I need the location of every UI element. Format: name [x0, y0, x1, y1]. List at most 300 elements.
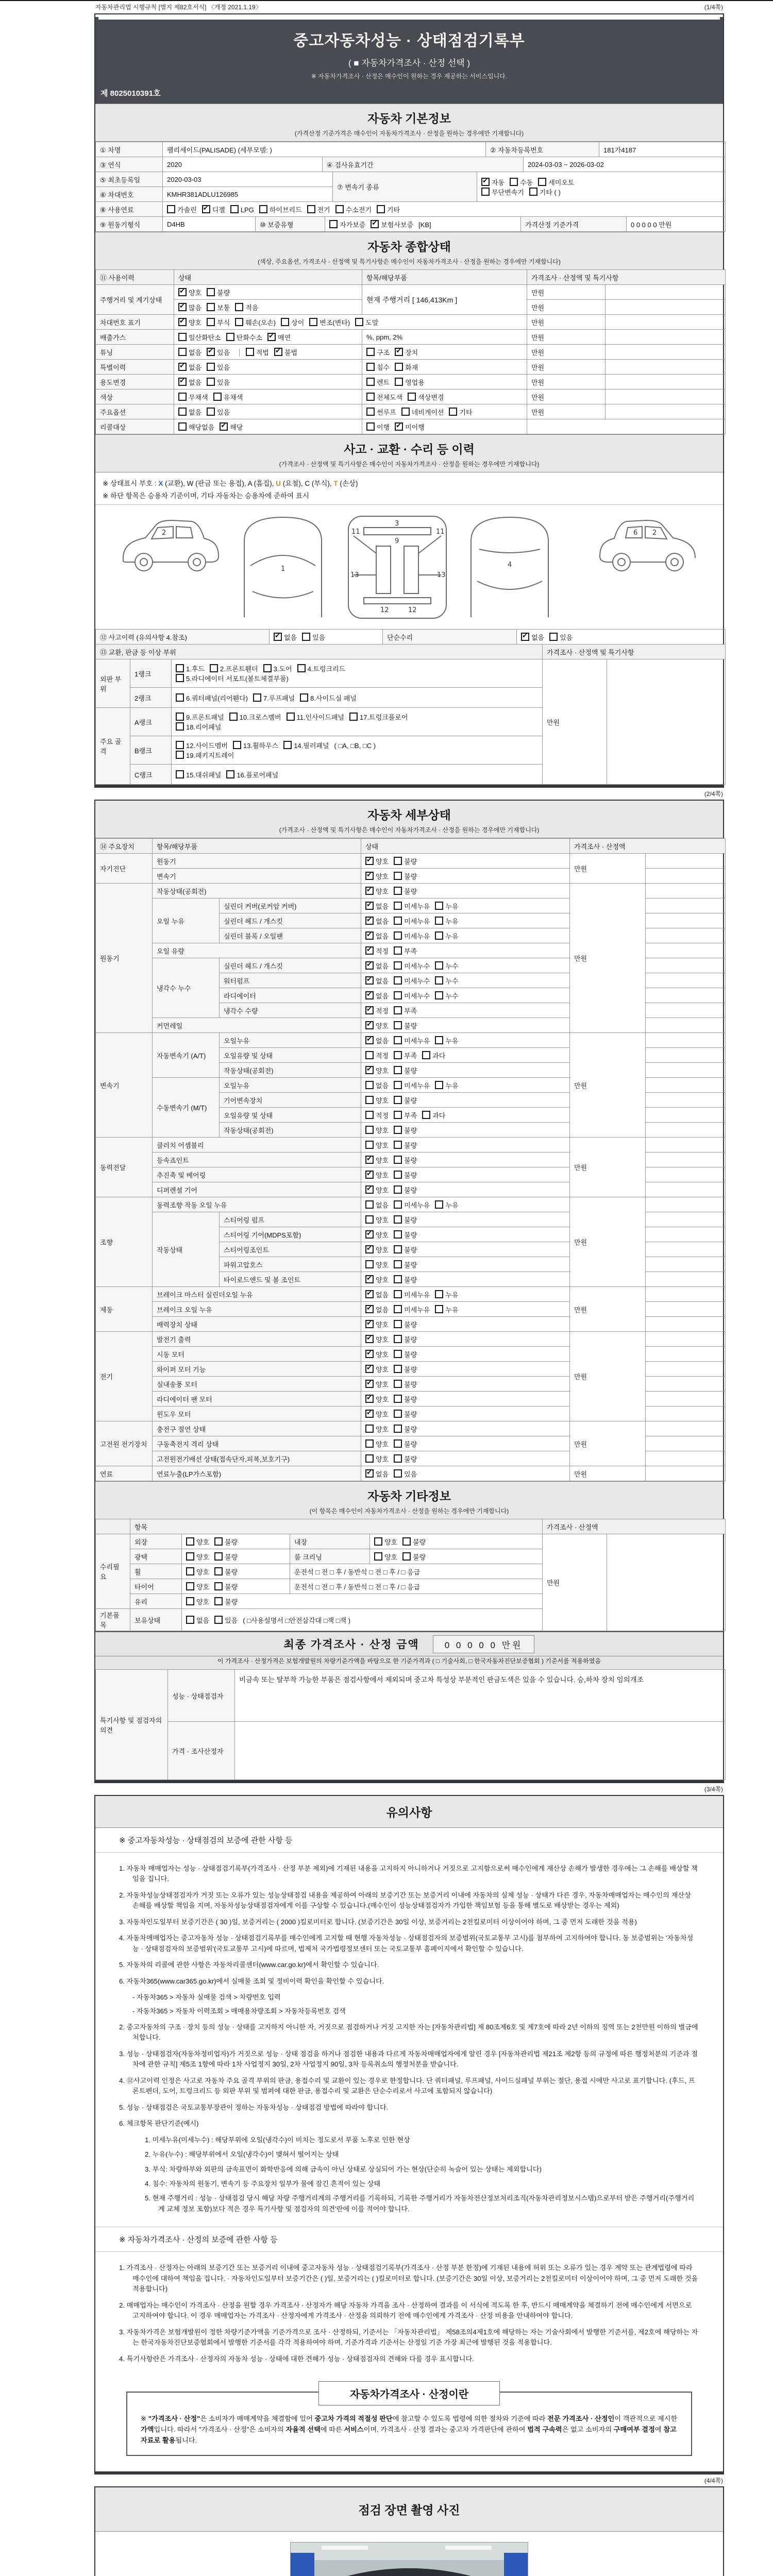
checkbox-icon: [422, 1111, 430, 1119]
interior-options: [370, 1534, 543, 1549]
checkbox-icon: [207, 378, 215, 386]
exchange-header: ⑬ 교환, 판금 등 이상 부위: [96, 645, 543, 659]
checkbox-option: [207, 364, 230, 371]
detail-banner: [95, 801, 723, 838]
wheel-options: [182, 1564, 290, 1579]
checkbox-option: [394, 1142, 417, 1149]
checkbox-option: [394, 947, 417, 955]
checkbox-label: 3.도어: [273, 665, 292, 673]
vin-mark-label: 차대번호 표기: [96, 315, 174, 330]
row-label: 작동상태(공회전): [220, 1063, 361, 1078]
checkbox-label: 상이: [291, 318, 305, 327]
checkbox-label: 기타: [386, 206, 400, 214]
checkbox-checked-icon: [365, 1290, 374, 1298]
checkbox-icon: [394, 917, 402, 925]
text-segment: 이며, 가격조사 · 산정 결과는 중고차 가격판단에 관하여: [363, 2426, 528, 2434]
checkbox-option: [349, 714, 408, 721]
checkbox-option: [214, 1583, 238, 1591]
accident-history-row: [95, 629, 726, 645]
checkbox-label: 7.루프패널: [263, 694, 295, 702]
checkbox-label: 불량: [404, 1276, 417, 1284]
checkbox-icon: [435, 991, 443, 999]
accident-history-label: ⑫ 사고이력 (유의사항 4.참조): [96, 630, 270, 645]
sub-steer-state: 작동상태: [153, 1212, 220, 1287]
checkbox-option: [365, 903, 389, 910]
note-cell: [646, 1272, 726, 1287]
checkbox-label: 불량: [404, 1395, 417, 1403]
checkbox-icon: [449, 408, 457, 416]
checkbox-option: [214, 1568, 238, 1576]
checkbox-option: [365, 1426, 389, 1433]
recall-label: 리콜대상: [96, 419, 174, 434]
row-options: [361, 1451, 570, 1466]
checkbox-option: [365, 1097, 389, 1105]
row-options: [361, 1197, 570, 1212]
checkbox-option: [287, 714, 344, 721]
checkbox-option: [394, 1067, 417, 1075]
checkbox-label: 네비게이션: [411, 408, 444, 416]
checkbox-icon: [335, 205, 344, 213]
checkbox-icon: [366, 422, 375, 431]
appraisal-definition-box: [126, 2388, 692, 2456]
checkbox-option: [435, 962, 458, 970]
note-cell: [646, 1018, 726, 1033]
regno-value: 181가4187: [599, 142, 726, 157]
checkbox-option: [394, 918, 430, 925]
text-segment: ※: [141, 2414, 148, 2422]
checkbox-icon: [394, 961, 402, 970]
row-options: [361, 1108, 570, 1123]
row-options: [361, 1287, 570, 1302]
checkbox-label: 양호: [376, 1350, 389, 1359]
checkbox-option: [213, 394, 243, 401]
checkbox-option: [366, 423, 390, 431]
car-diagram-svg: [115, 509, 703, 623]
checkbox-icon: [207, 363, 215, 371]
checkbox-option: [365, 1052, 389, 1060]
row-options: [361, 1227, 570, 1242]
checkbox-option: [394, 888, 417, 895]
checkbox-option: [214, 1617, 238, 1624]
checkbox-label: 누수: [445, 962, 459, 970]
tuning-price: 만원: [527, 345, 606, 360]
row-options: [361, 1182, 570, 1197]
text-segment: (요철),: [281, 480, 305, 487]
main-option-note: [606, 404, 726, 419]
rank1-options: [172, 659, 543, 688]
row-options: [361, 1347, 570, 1362]
row-options: [361, 899, 570, 913]
checkbox-option: [365, 933, 389, 940]
checkbox-option: [394, 992, 430, 1000]
simple-repair-label: 단순수리: [383, 630, 517, 645]
opinion-label: 특기사항 및 점검자의 의견: [96, 1670, 168, 1780]
checkbox-label: 적정: [376, 1111, 389, 1120]
basic-info-row2: [95, 157, 726, 172]
checkbox-icon: [233, 741, 241, 749]
row-options: [361, 1242, 570, 1257]
row-label: 실린더 헤드 / 개스킷: [220, 913, 361, 928]
detail-subtitle: (가격조사 · 산정액 및 특기사항은 매수인이 자동차가격조사 · 산정을 원하는 경우에만 기재합니다): [279, 826, 540, 834]
checkbox-checked-icon: [365, 1410, 374, 1418]
checkbox-option: [329, 221, 365, 229]
price-cell: 만원: [570, 1033, 646, 1138]
polish-label: 광택: [130, 1549, 182, 1564]
room-cleaning-options: [370, 1549, 543, 1564]
checkbox-option: [235, 304, 258, 312]
checkbox-option: [226, 334, 262, 342]
checkbox-icon: [374, 1537, 382, 1546]
checkbox-icon: [422, 1051, 430, 1059]
price-cell: 만원: [570, 1287, 646, 1332]
checkbox-label: 6.쿼터패널(리어휀다): [186, 694, 248, 702]
row-label: 라디에이터 팬 모터: [153, 1392, 361, 1406]
checkbox-icon: [365, 1081, 374, 1089]
sub-mt: 수동변속기 (M/T): [153, 1078, 220, 1138]
interior-label: 내장: [290, 1534, 370, 1549]
note-cell: [646, 1003, 726, 1018]
color-note: [606, 389, 726, 404]
checkbox-label: 자동: [492, 178, 505, 187]
transmission-options-line2: [481, 187, 721, 197]
checkbox-option: [365, 1336, 389, 1344]
emission-price: 만원: [527, 330, 606, 345]
emission-values: %, ppm, 2%: [362, 330, 527, 345]
text-segment: 자율적 선택: [285, 2426, 321, 2434]
checkbox-option: [365, 1201, 389, 1209]
usage-change-note: [606, 375, 726, 389]
checkbox-icon: [435, 961, 443, 970]
checkbox-icon: [365, 1260, 374, 1268]
checkbox-option: [307, 206, 330, 214]
note-cell: [646, 1108, 726, 1123]
checkbox-label: 기타 ( ): [539, 188, 561, 196]
checkbox-option: [365, 962, 389, 970]
checkbox-label: 양호: [384, 1553, 398, 1561]
checkbox-label: 부족: [404, 1052, 417, 1060]
checkbox-option: [207, 304, 230, 312]
checkbox-checked-icon: [220, 422, 228, 431]
rankA-options: [172, 708, 543, 736]
tuning-legal-options: [239, 349, 303, 357]
diagram-label: 11: [351, 528, 360, 536]
checkbox-option: [297, 665, 346, 673]
checkbox-checked-icon: [371, 220, 379, 228]
checkbox-checked-icon: [365, 1275, 374, 1283]
group-powertrain: 동력전달: [96, 1138, 153, 1197]
checkbox-icon: [365, 1141, 374, 1149]
checkbox-label: 양호: [189, 289, 202, 297]
checkbox-option: [394, 1276, 417, 1284]
exchange-header-row: [95, 644, 726, 659]
checkbox-icon: [408, 393, 416, 401]
price-cell: 만원: [570, 1421, 646, 1466]
checkbox-option: [394, 1187, 417, 1194]
checkbox-option: [394, 933, 430, 940]
checkbox-option: [207, 289, 230, 297]
checkbox-icon: [366, 363, 375, 371]
checkbox-option: [408, 394, 444, 401]
row-options: [361, 884, 570, 899]
checkbox-option: [207, 409, 230, 416]
checkbox-option: [365, 992, 389, 1000]
row-label: 커먼레일: [153, 1018, 361, 1033]
panel-frame-table: [95, 659, 726, 785]
checkbox-option: [366, 394, 402, 401]
comp-h1: ⑪ 사용이력: [96, 270, 174, 285]
emission-note: [606, 330, 726, 345]
checkbox-icon: [374, 1552, 382, 1561]
checkbox-icon: [435, 917, 443, 925]
checkbox-label: 양호: [376, 1156, 389, 1164]
checkbox-label: 불량: [404, 1126, 417, 1134]
diagram-label: 4: [508, 561, 512, 569]
photos-area: [95, 2532, 723, 2576]
checkbox-icon: [394, 887, 402, 895]
checkbox-option: [394, 977, 430, 985]
checkbox-label: 14.필러패널: [294, 742, 329, 750]
checkbox-option: [435, 1201, 458, 1209]
note-cell: [646, 1392, 726, 1406]
checkbox-option: [176, 771, 221, 779]
checkbox-checked-icon: [178, 288, 187, 296]
row-label: 라디에이터: [220, 988, 361, 1003]
checkbox-option: [259, 206, 302, 214]
checkbox-option: [365, 1112, 389, 1120]
checkbox-option: [365, 977, 389, 985]
note-cell: [646, 1302, 726, 1317]
checkbox-icon: [435, 902, 443, 910]
checkbox-icon: [394, 1320, 402, 1328]
checkbox-checked-icon: [395, 348, 403, 356]
price-cell: 만원: [570, 1197, 646, 1287]
checkbox-label: 수소전기: [345, 206, 372, 214]
checkbox-option: [394, 1231, 417, 1239]
checkbox-icon: [395, 363, 403, 371]
checkbox-label: 양호: [376, 1066, 389, 1075]
checkbox-icon: [230, 205, 239, 213]
note-cell: [646, 973, 726, 988]
note-cell: [646, 1377, 726, 1392]
notice-item: 3. 자동차인도일부터 보증기간은 ( 30 )일, 보증거리는 ( 2000 )킬로미터로 합니다. (보증기간은 30일 이상, 보증거리는 2천킬로미터 이상이어야 하며, 그 중 먼저 도래한 것을 적용): [119, 1918, 637, 1926]
checkbox-option: [394, 1261, 417, 1269]
checkbox-option: [207, 349, 230, 357]
first-reg-value: 2020-03-03: [163, 172, 333, 187]
checkbox-icon: [355, 318, 363, 326]
text-segment: 됩니다.: [175, 2436, 197, 2445]
checkbox-checked-icon: [365, 1006, 374, 1014]
checkbox-label: 불량: [404, 1066, 417, 1075]
main-option-kind-options: [362, 404, 527, 419]
checkbox-label: 전기: [317, 206, 330, 214]
checkbox-label: 양호: [376, 1410, 389, 1418]
checkbox-option: [365, 1455, 389, 1463]
page-1: [94, 13, 724, 788]
rankB-options-line2: [176, 750, 538, 760]
checkbox-label: 장치: [405, 348, 418, 357]
checkbox-option: [365, 1381, 389, 1388]
checkbox-icon: [394, 1380, 402, 1388]
row-options: [361, 943, 570, 958]
option-text: [KB]: [418, 221, 431, 229]
vin-mark-options: [174, 315, 527, 330]
law-note-row: [94, 1, 724, 13]
row-label: 브레이크 오일 누유: [153, 1302, 361, 1317]
checkbox-label: 양호: [376, 872, 389, 880]
checkbox-label: 양호: [376, 1126, 389, 1134]
notice-item: 5. 성능 · 상태점검은 국토교통부장관이 정하는 자동차성능 · 상태점검 방법에 따라야 합니다.: [119, 2103, 389, 2111]
checkbox-option: [529, 189, 561, 196]
vin-value: KMHR381ADLU126985: [163, 187, 333, 202]
checkbox-label: 침수: [377, 363, 390, 371]
checkbox-option: [207, 319, 230, 327]
checkbox-icon: [297, 664, 306, 672]
checkbox-option: [178, 409, 201, 416]
row-label: 연료누출(LP가스포함): [153, 1466, 361, 1481]
notice-subitem: 1. 미세누유(미세누수) : 해당부위에 오일(냉각수)이 비치는 정도로서 부품 노후로 인한 현상: [145, 2136, 410, 2144]
checkbox-checked-icon: [365, 1245, 374, 1253]
checkbox-icon: [435, 1200, 443, 1209]
row-options: [361, 1093, 570, 1108]
page-3: [94, 1795, 724, 2475]
fuel-label: ⑧ 사용연료: [96, 202, 163, 217]
checkbox-option: [214, 1598, 238, 1606]
checkbox-icon: [529, 188, 537, 196]
checkbox-icon: [186, 1616, 194, 1624]
checkbox-label: 5.라디에이터 서포트(볼트체결부품): [186, 675, 289, 683]
group-selfdiag: 자기진단: [96, 854, 153, 884]
text-segment: ※ 상태표시 부호 :: [103, 480, 159, 487]
checkbox-label: 적법: [256, 348, 269, 357]
checkbox-icon: [435, 1290, 443, 1298]
checkbox-icon: [300, 693, 308, 702]
checkbox-option: [365, 1022, 389, 1030]
text-segment: X: [158, 480, 163, 487]
notice-item: 5. 자동차의 리콜에 관한 사항은 자동차리콜센터(www.car.go.kr)에서 확인할 수 있습니다.: [119, 1961, 379, 1969]
group-transmission: 변속기: [96, 1033, 153, 1138]
checkbox-option: [394, 1216, 417, 1224]
checkbox-checked-icon: [178, 318, 187, 326]
checkbox-label: 불량: [404, 857, 417, 866]
checkbox-option: [435, 1037, 458, 1045]
note-cell: [646, 1048, 726, 1063]
checkbox-label: 양호: [376, 1276, 389, 1284]
checkbox-option: [481, 179, 505, 187]
note-cell: [646, 1093, 726, 1108]
checkbox-option: [394, 1306, 430, 1314]
mileage-state-options: [174, 285, 362, 300]
checkbox-label: 과다: [432, 1052, 446, 1060]
checkbox-label: 양호: [376, 1455, 389, 1463]
checkbox-option: [365, 1127, 389, 1134]
row-label: 작동상태(공회전): [220, 1123, 361, 1138]
row-options: [361, 1362, 570, 1377]
checkbox-label: 10.크로스멤버: [239, 714, 281, 721]
note-cell: [646, 1257, 726, 1272]
special-history-label: 특별이력: [96, 360, 174, 375]
tuning-note: [606, 345, 726, 360]
car-name-value: 팰리세이드(PALISADE) (세부모델: ): [163, 142, 486, 157]
basic-info-title: 자동차 기본정보: [367, 112, 451, 125]
checkbox-icon: [186, 1567, 194, 1575]
row-options: [361, 1167, 570, 1182]
warranty-options: [325, 217, 521, 232]
checkbox-icon: [394, 1260, 402, 1268]
checkbox-option: [394, 1396, 417, 1403]
checkbox-option: [365, 1321, 389, 1329]
checkbox-checked-icon: [365, 1305, 374, 1313]
other-info-table: [95, 1519, 726, 1631]
row-label: 파워고압호스: [220, 1257, 361, 1272]
checkbox-icon: [394, 857, 402, 865]
checkbox-checked-icon: [365, 887, 374, 895]
rankB-options-line1: [176, 740, 538, 750]
checkbox-label: 보통: [217, 303, 230, 312]
checkbox-label: 탄화수소: [236, 333, 263, 342]
checkbox-icon: [394, 991, 402, 999]
checkbox-label: 변조(변타): [320, 318, 350, 327]
checkbox-checked-icon: [274, 633, 282, 641]
checkbox-icon: [186, 1597, 194, 1605]
checkbox-icon: [178, 333, 187, 341]
checkbox-option: [267, 334, 291, 342]
checkbox-label: 미세누유: [404, 917, 430, 925]
checkbox-icon: [435, 1305, 443, 1313]
checkbox-label: 불량: [225, 1583, 238, 1591]
checkbox-icon: [394, 1036, 402, 1044]
checkbox-option: [366, 364, 390, 371]
checkbox-label: 12.사이드멤버: [186, 742, 228, 750]
notice-item: 1. 자동차 매매업자는 성능 · 상태점검기록부(가격조사 · 산정 부분 제외)에 기재된 내용을 고지하지 아니하거나 거짓으로 고지함으로써 매수인에게 재산상 손해가 발생한 경우에는 그 손해를 배상할 책임을 집니다.: [119, 1865, 698, 1883]
note-cell: [646, 1212, 726, 1227]
checkbox-option: [394, 1470, 417, 1478]
text-segment: 가액: [141, 2426, 154, 2434]
checkbox-icon: [366, 393, 375, 401]
note-cell: [646, 869, 726, 884]
price-cell: 만원: [570, 854, 646, 884]
note-cell: [646, 1138, 726, 1153]
checkbox-option: [365, 1172, 389, 1179]
checkbox-option: [365, 1142, 389, 1149]
checkbox-icon: [394, 1335, 402, 1343]
checkbox-icon: [214, 1582, 223, 1590]
other-h-item: 항목: [130, 1519, 543, 1534]
checkbox-icon: [307, 205, 315, 213]
checkbox-icon: [377, 205, 385, 213]
text-segment: 전문 가격조사 · 산정인: [547, 2414, 615, 2422]
row-options: [361, 913, 570, 928]
basic-info-row5: [95, 201, 726, 217]
notice-item: 2. 자동차성능상태점검자가 거짓 또는 오류가 있는 성능상태점검 내용을 제공하여 아래의 보증기간 또는 보증거리 이내에 자동차의 실제 성능 · 상태가 다른 경우, 자동차매매업자는 매수인의 재산상 손해를 배상할 책임을 지며, 자동차성능상태점검자에게 이를 구상할 수 있습니다.(매수인이 성능상태점검자가 가입한 책임보험 등을 통해 별도로 배상받는 경우는 제외): [119, 1891, 691, 1910]
checkbox-checked-icon: [365, 991, 374, 999]
transmission-options-line1: [481, 177, 721, 187]
passenger-car-note: ※ 하단 항목은 승용차 기준이며, 기타 자동차는 승용차에 준하여 표시: [95, 489, 723, 505]
checkbox-label: 15.대쉬패널: [186, 771, 222, 779]
row-options: [361, 854, 570, 869]
checkbox-icon: [394, 1290, 402, 1298]
page-marker-2: (2/4쪽): [704, 790, 723, 798]
exchange-price-header: 가격조사 · 산정액 및 특기사항: [543, 645, 726, 659]
document: [94, 1, 724, 2576]
row-label: 기어변속장치: [220, 1093, 361, 1108]
color-options: [174, 389, 362, 404]
checkbox-label: 없음: [376, 962, 389, 970]
row-label: 작동상태(공회전): [153, 884, 361, 899]
checkbox-option: [365, 1037, 389, 1045]
checkbox-option: [449, 409, 472, 416]
checkbox-label: 불량: [404, 1156, 417, 1164]
checkbox-icon: [394, 1454, 402, 1463]
